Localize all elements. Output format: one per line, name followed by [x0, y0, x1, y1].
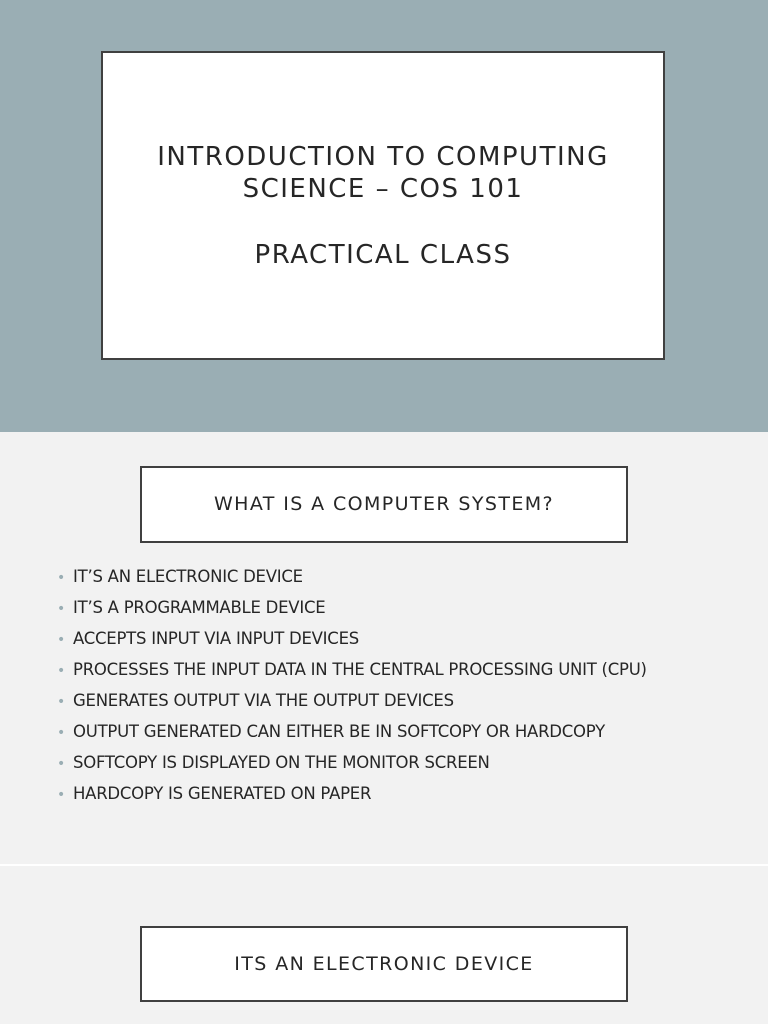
subtitle-practical-class: PRACTICAL CLASS [254, 240, 512, 270]
bullet-item: • IT’S A PROGRAMMABLE DEVICE [57, 596, 325, 620]
bullet-list [0, 432, 768, 864]
bullet-item: • ACCEPTS INPUT VIA INPUT DEVICES [57, 627, 359, 651]
bullet-item: • IT’S AN ELECTRONIC DEVICE [57, 565, 303, 589]
bullet-item: • OUTPUT GENERATED CAN EITHER BE IN SOFTCOPY OR HARDCOPY [57, 720, 605, 744]
bullet-dot-icon: • [57, 725, 66, 741]
computer-system-slide [0, 432, 768, 864]
bullet-item: • SOFTCOPY IS DISPLAYED ON THE MONITOR SCREEN [57, 751, 490, 775]
title-line-2: SCIENCE – COS 101 [242, 174, 524, 204]
bullet-dot-icon: • [57, 601, 66, 617]
bullet-dot-icon: • [57, 787, 66, 803]
title-line-1: INTRODUCTION TO COMPUTING [157, 142, 609, 172]
bullet-item: • HARDCOPY IS GENERATED ON PAPER [57, 782, 371, 806]
electronic-device-slide [0, 866, 768, 1024]
slide-heading: WHAT IS A COMPUTER SYSTEM? [213, 493, 555, 515]
bullet-dot-icon: • [57, 694, 66, 710]
bullet-dot-icon: • [57, 570, 66, 586]
slide-heading: ITS AN ELECTRONIC DEVICE [234, 953, 534, 975]
bullet-dot-icon: • [57, 632, 66, 648]
bullet-item: • PROCESSES THE INPUT DATA IN THE CENTRAL PROCESSING UNIT (CPU) [57, 658, 647, 682]
bullet-item: • GENERATES OUTPUT VIA THE OUTPUT DEVICES [57, 689, 454, 713]
title-slide [0, 0, 768, 432]
slide-heading-box [140, 926, 628, 1002]
title-box [101, 51, 665, 360]
bullet-dot-icon: • [57, 663, 66, 679]
bullet-dot-icon: • [57, 756, 66, 772]
